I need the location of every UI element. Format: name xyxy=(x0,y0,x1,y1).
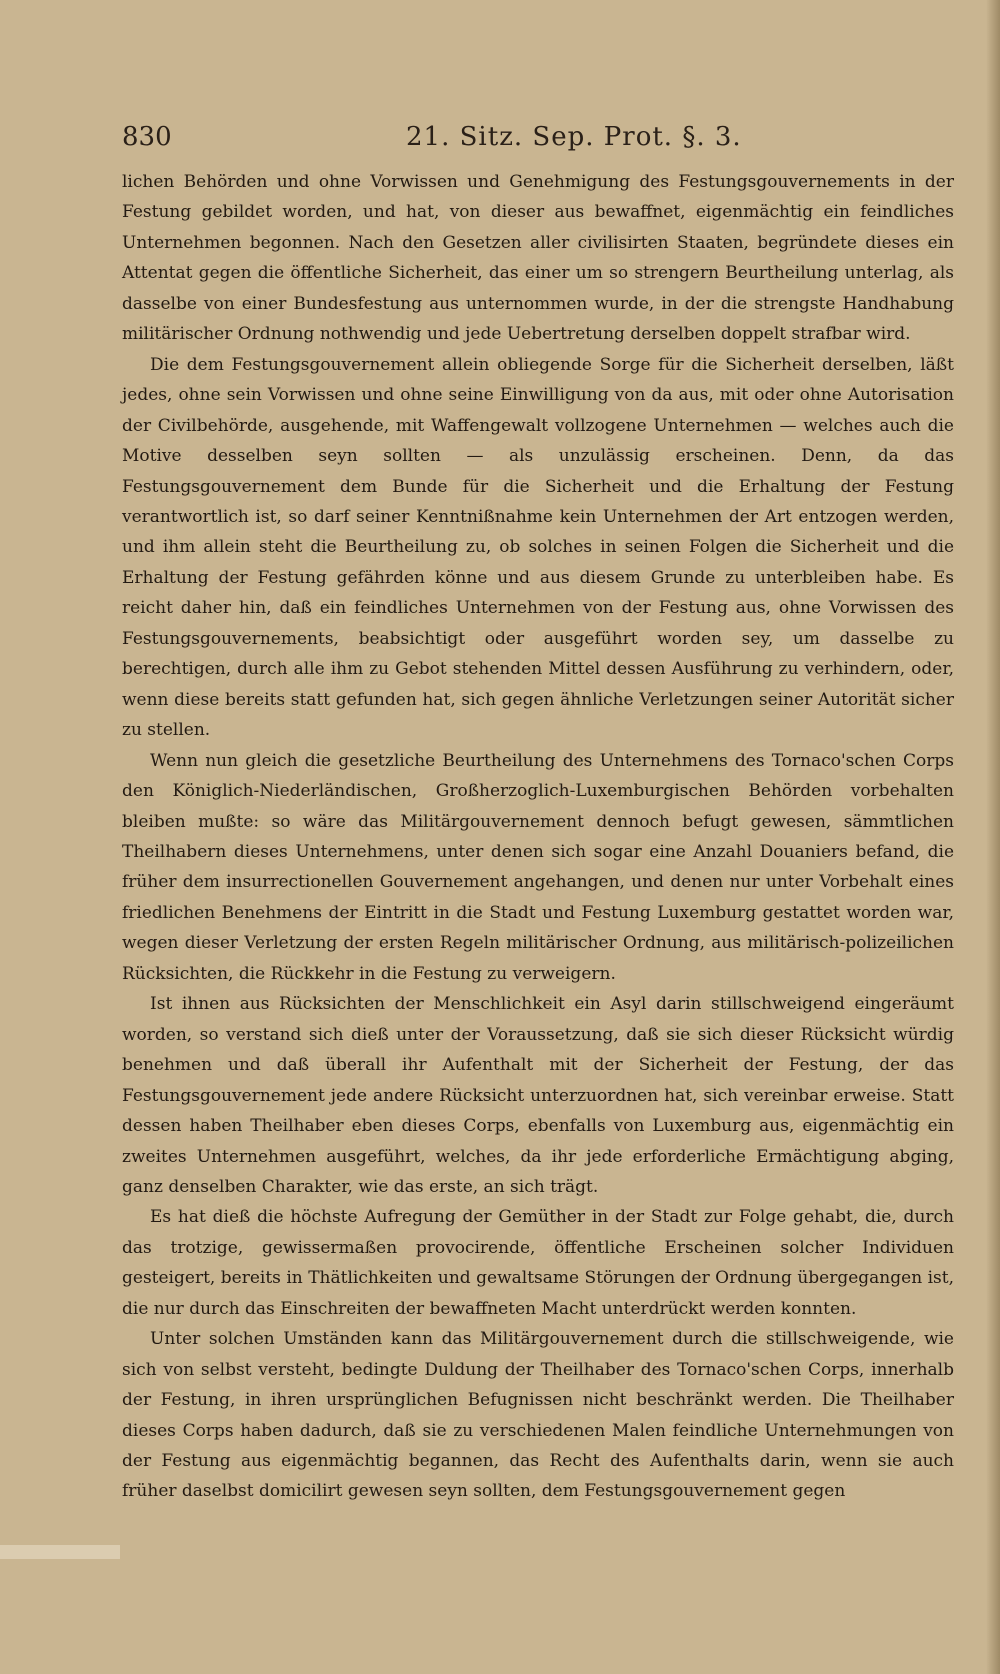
paragraph: Wenn nun gleich die gesetzliche Beurtheilung des Unternehmens des Tornaco'schen Corps den Königlich-Niederländischen, Großherzoglich-Luxemburgischen Behörden vorbehalten bleiben mußte: so wäre das Militärgouvernement dennoch befugt gewesen, sämmtlichen Theilhabern dieses Unternehmens, unter denen sich sogar eine Anzahl Douaniers befand, die früher dem insurrectionellen Gouvernement angehangen, und denen nur unter Vorbehalt eines friedlichen Benehmens der Eintritt in die Stadt und Festung Luxemburg gestattet worden war, wegen dieser Verletzung der ersten Regeln militärischer Ordnung, aus militärisch-polizeilichen Rücksichten, die Rückkehr in die Festung zu verweigern. xyxy=(122,750,954,984)
page-number: 830 xyxy=(122,122,172,152)
paragraph: Die dem Festungsgouvernement allein obliegende Sorge für die Sicherheit derselben, läßt jedes, ohne sein Vorwissen und ohne seine Einwilligung von da aus, mit oder ohne Autorisation der Civilbehörde, ausgehende, mit Waffengewalt vollzogene Unternehmen — welches auch die Motive desselben seyn sollten — als unzulässig erscheinen. Denn, da das Festungsgouvernement dem Bunde für die Sicherheit und die Erhaltung der Festung verantwortlich ist, so darf seiner Kenntnißnahme kein Unternehmen der Art entzogen werden, und ihm allein steht die Beurtheilung zu, ob solches in seinen Folgen die Sicherheit und die Erhaltung der Festung gefährden könne und aus diesem Grunde zu unterbleiben habe. Es reicht daher hin, daß ein feindliches Unternehmen von der Festung aus, ohne Vorwissen des Festungsgouvernements, beabsichtigt oder ausgeführt worden sey, um dasselbe zu berechtigen, durch alle ihm zu Gebot stehenden Mittel dessen Ausführung zu verhindern, oder, wenn diese bereits statt gefunden hat, sich gegen ähnliche Verletzungen seiner Autorität sicher zu stellen. xyxy=(122,354,954,741)
paragraph: lichen Behörden und ohne Vorwissen und Genehmigung des Festungsgouvernements in der Festung gebildet worden, und hat, von dieser aus bewaffnet, eigenmächtig ein feindliches Unternehmen begonnen. Nach den Gesetzen aller civilisirten Staaten, begründete dieses ein Attentat gegen die öffentliche Sicherheit, das einer um so strengern Beurtheilung unterlag, als dasselbe von einer Bundesfestung aus unternommen wurde, in der die strengste Handhabung militärischer Ordnung nothwendig und jede Uebertretung derselben doppelt strafbar wird. xyxy=(122,172,954,345)
paragraph: Unter solchen Umständen kann das Militärgouvernement durch die stillschweigende, wie sich von selbst versteht, bedingte Duldung der Theilhaber des Tornaco'schen Corps, innerhalb der Festung, in ihren ursprünglichen Befugnissen nicht beschränkt werden. Die Theilhaber dieses Corps haben dadurch, daß sie zu verschiedenen Malen feindliche Unternehmungen von der Festung aus eigenmächtig begannen, das Recht des Aufenthalts darin, wenn sie auch früher daselbst domicilirt gewesen seyn sollten, dem Festungsgouvernement gegen xyxy=(122,1329,954,1502)
paragraph: Es hat dieß die höchste Aufregung der Gemüther in der Stadt zur Folge gehabt, die, durch das trotzige, gewissermaßen provocirende, öffentliche Erscheinen solcher Individuen gesteigert, bereits in Thätlichkeiten und gewaltsame Störungen der Ordnung übergegangen ist, die nur durch das Einschreiten der bewaffneten Macht unterdrückt werden konnten. xyxy=(122,1207,954,1319)
running-head: 21. Sitz. Sep. Prot. §. 3. xyxy=(406,122,742,152)
body-text xyxy=(122,167,954,1507)
paragraph: Ist ihnen aus Rücksichten der Menschlichkeit ein Asyl darin stillschweigend eingeräumt worden, so verstand sich dieß unter der Voraussetzung, daß sie sich dieser Rücksicht würdig benehmen und daß überall ihr Aufenthalt mit der Sicherheit der Festung, der das Festungsgouvernement jede andere Rücksicht unterzuordnen hat, sich vereinbar erweise. Statt dessen haben Theilhaber eben dieses Corps, ebenfalls von Luxemburg aus, eigenmächtig ein zweites Unternehmen ausgeführt, welches, da ihr jede erforderliche Ermächtigung abging, ganz denselben Charakter, wie das erste, an sich trägt. xyxy=(122,994,954,1197)
page-header xyxy=(122,122,942,162)
page-spine-shadow xyxy=(986,0,1000,1674)
paper-stain xyxy=(0,1545,120,1559)
